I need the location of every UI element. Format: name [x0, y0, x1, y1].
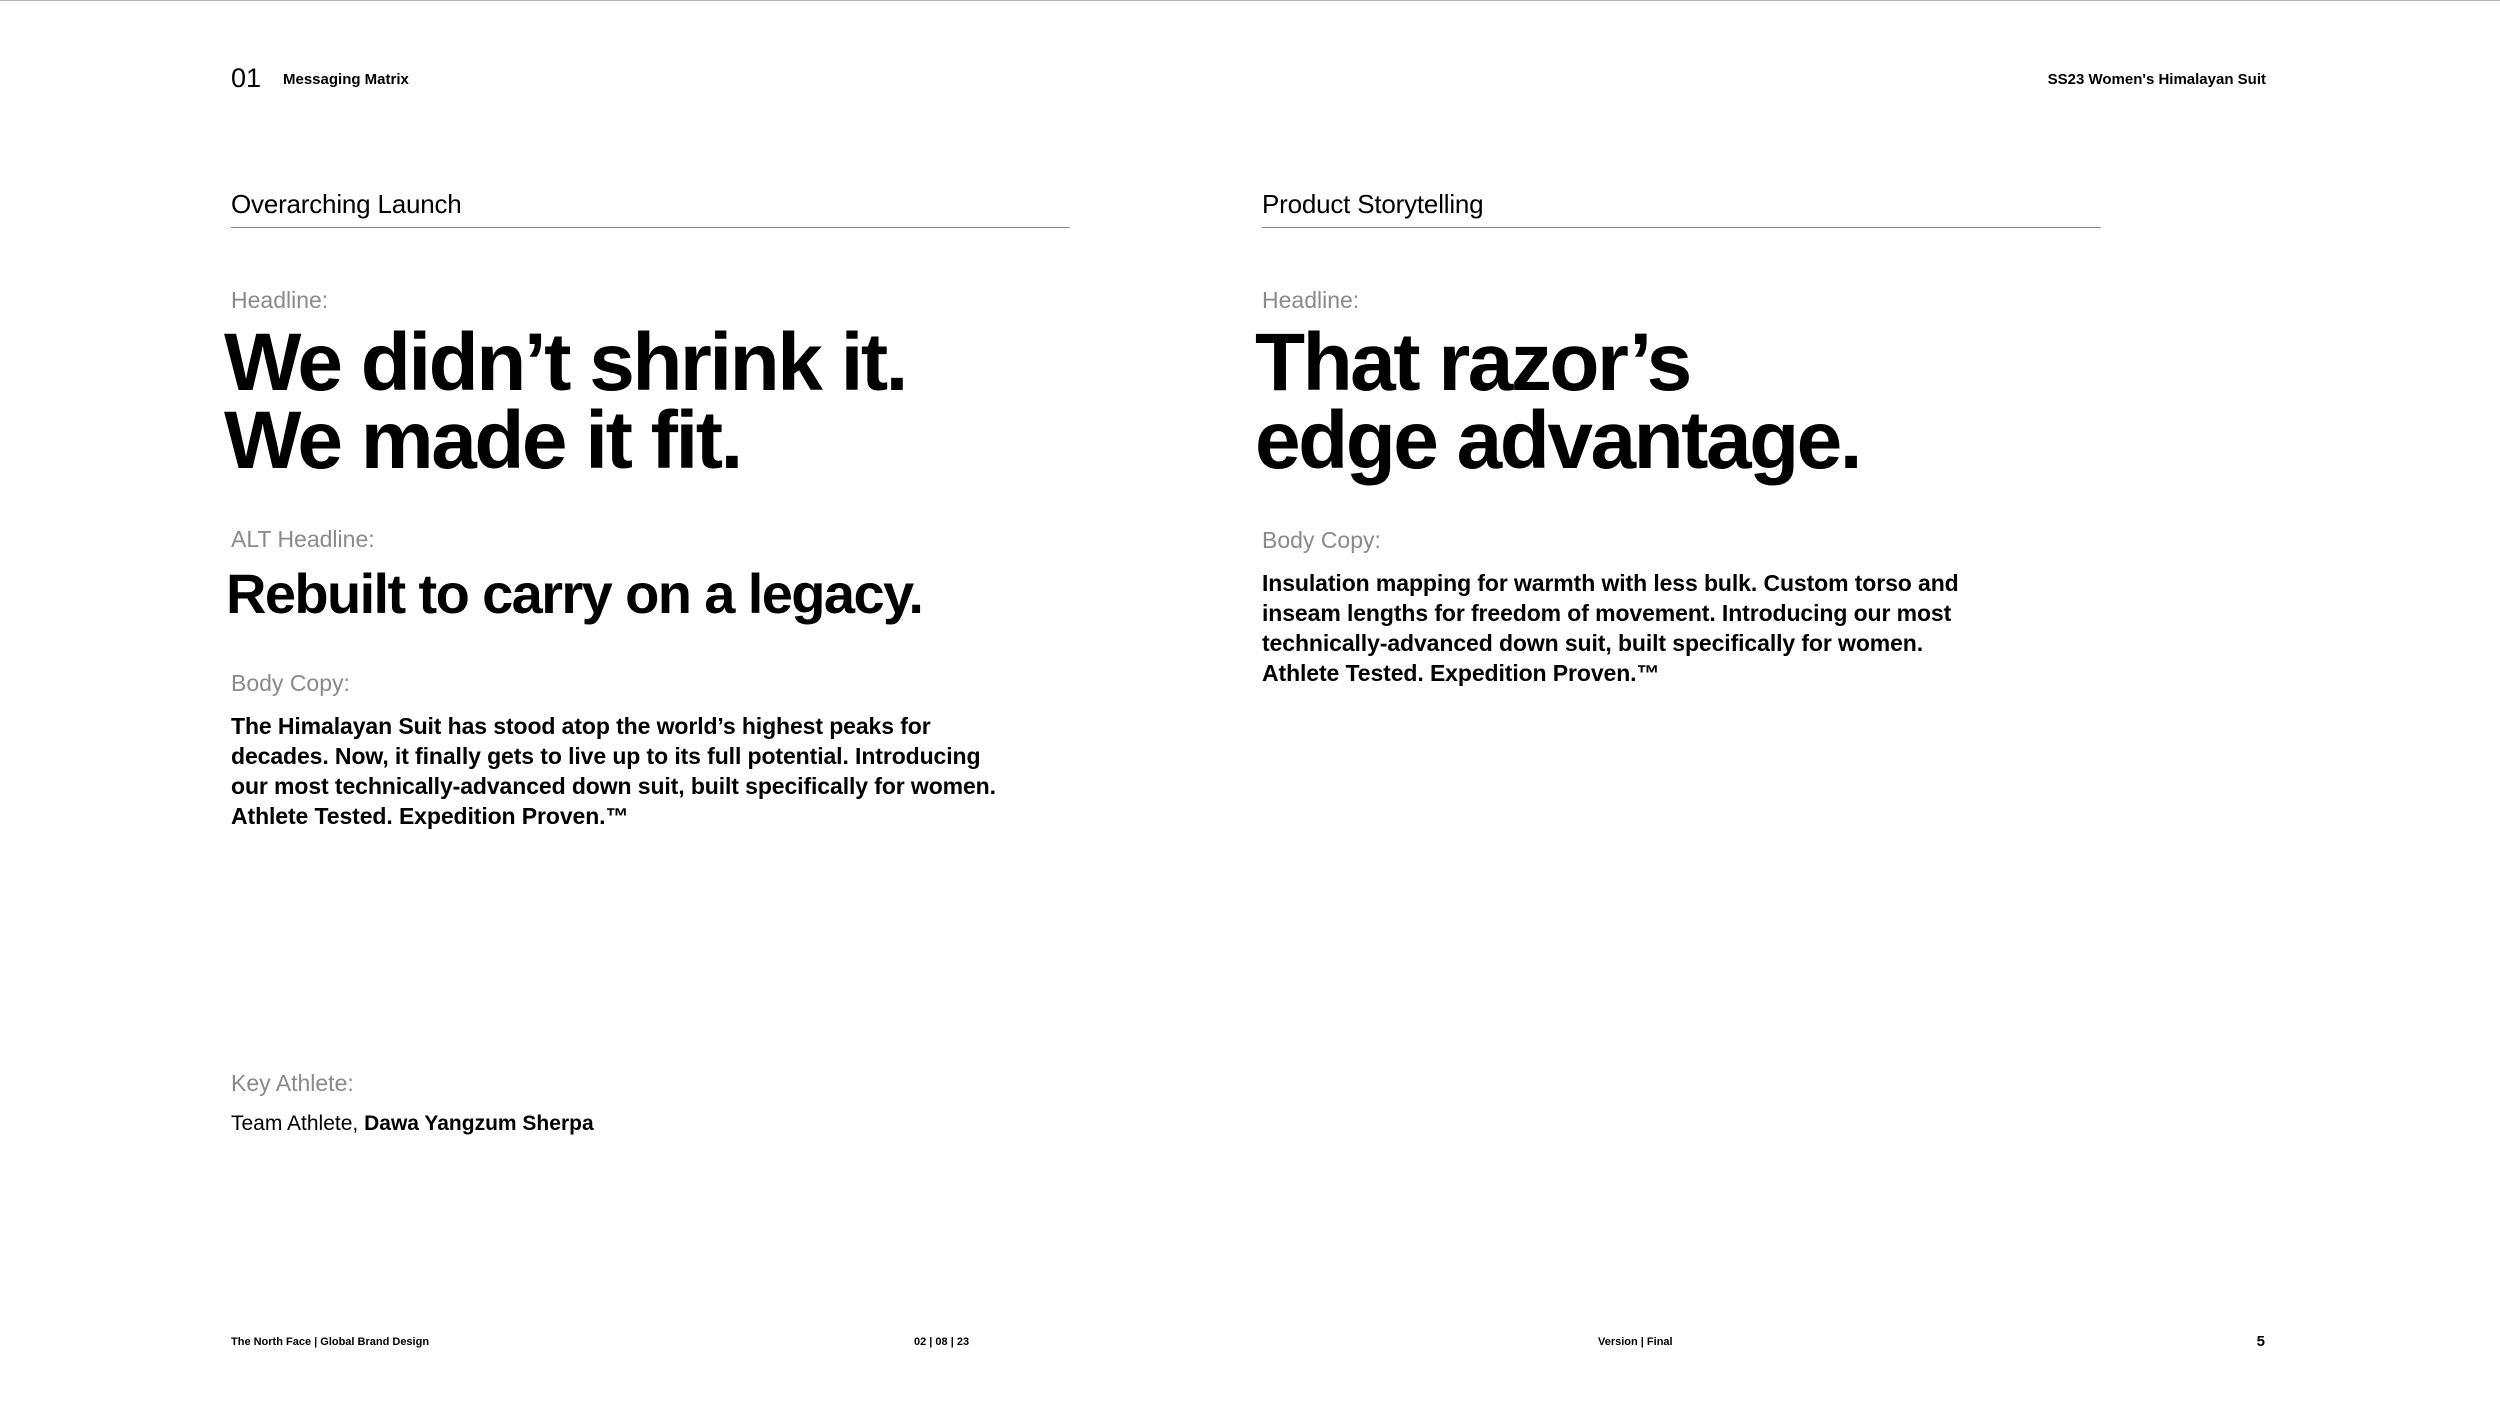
- body-copy: [1262, 568, 1959, 688]
- body-copy-line: our most technically-advanced down suit, built specifically for women.: [231, 773, 996, 799]
- top-border-rule: [0, 0, 2500, 1]
- column-heading: Product Storytelling: [1262, 189, 1484, 219]
- body-copy: [231, 711, 996, 831]
- body-copy-line: inseam lengths for freedom of movement. Introducing our most: [1262, 600, 1952, 626]
- athlete-prefix: Team Athlete,: [231, 1112, 359, 1135]
- headline: [224, 317, 906, 486]
- body-copy-line: Insulation mapping for warmth with less bulk. Custom torso and: [1262, 570, 1959, 596]
- column-divider: [1262, 227, 2101, 228]
- footer-version: Version | Final: [1598, 1336, 1673, 1348]
- footer-brand: The North Face | Global Brand Design: [231, 1336, 430, 1348]
- body-copy-line: The Himalayan Suit has stood atop the world’s highest peaks for: [231, 713, 931, 739]
- headline-label: Headline:: [1262, 287, 1360, 313]
- body-copy-line: technically-advanced down suit, built specifically for women.: [1262, 630, 1924, 656]
- key-athlete: [231, 1110, 594, 1138]
- body-copy-line: Athlete Tested. Expedition Proven.™: [1262, 660, 1660, 686]
- key-athlete-label: Key Athlete:: [231, 1070, 354, 1096]
- alt-headline-label: ALT Headline:: [231, 526, 375, 552]
- section-title: Messaging Matrix: [283, 71, 409, 88]
- footer-date: 02 | 08 | 23: [914, 1336, 970, 1348]
- headline-line: We didn’t shrink it.: [224, 317, 906, 408]
- section-number: 01: [231, 63, 262, 93]
- headline-line: We made it fit.: [224, 395, 741, 486]
- column-divider: [231, 227, 1070, 228]
- body-copy-line: Athlete Tested. Expedition Proven.™: [231, 803, 629, 829]
- alt-headline: Rebuilt to carry on a legacy.: [226, 562, 923, 625]
- body-copy-label: Body Copy:: [1262, 527, 1381, 553]
- headline-line: That razor’s: [1255, 317, 1690, 408]
- headline: [1255, 317, 1861, 486]
- project-title: SS23 Women's Himalayan Suit: [2047, 71, 2266, 88]
- athlete-name: Dawa Yangzum Sherpa: [364, 1112, 594, 1135]
- column-heading: Overarching Launch: [231, 189, 462, 219]
- body-copy-line: decades. Now, it finally gets to live up to its full potential. Introducing: [231, 743, 981, 769]
- page-number: 5: [2256, 1333, 2265, 1350]
- headline-line: edge advantage.: [1255, 395, 1861, 486]
- headline-label: Headline:: [231, 287, 329, 313]
- body-copy-label: Body Copy:: [231, 670, 350, 696]
